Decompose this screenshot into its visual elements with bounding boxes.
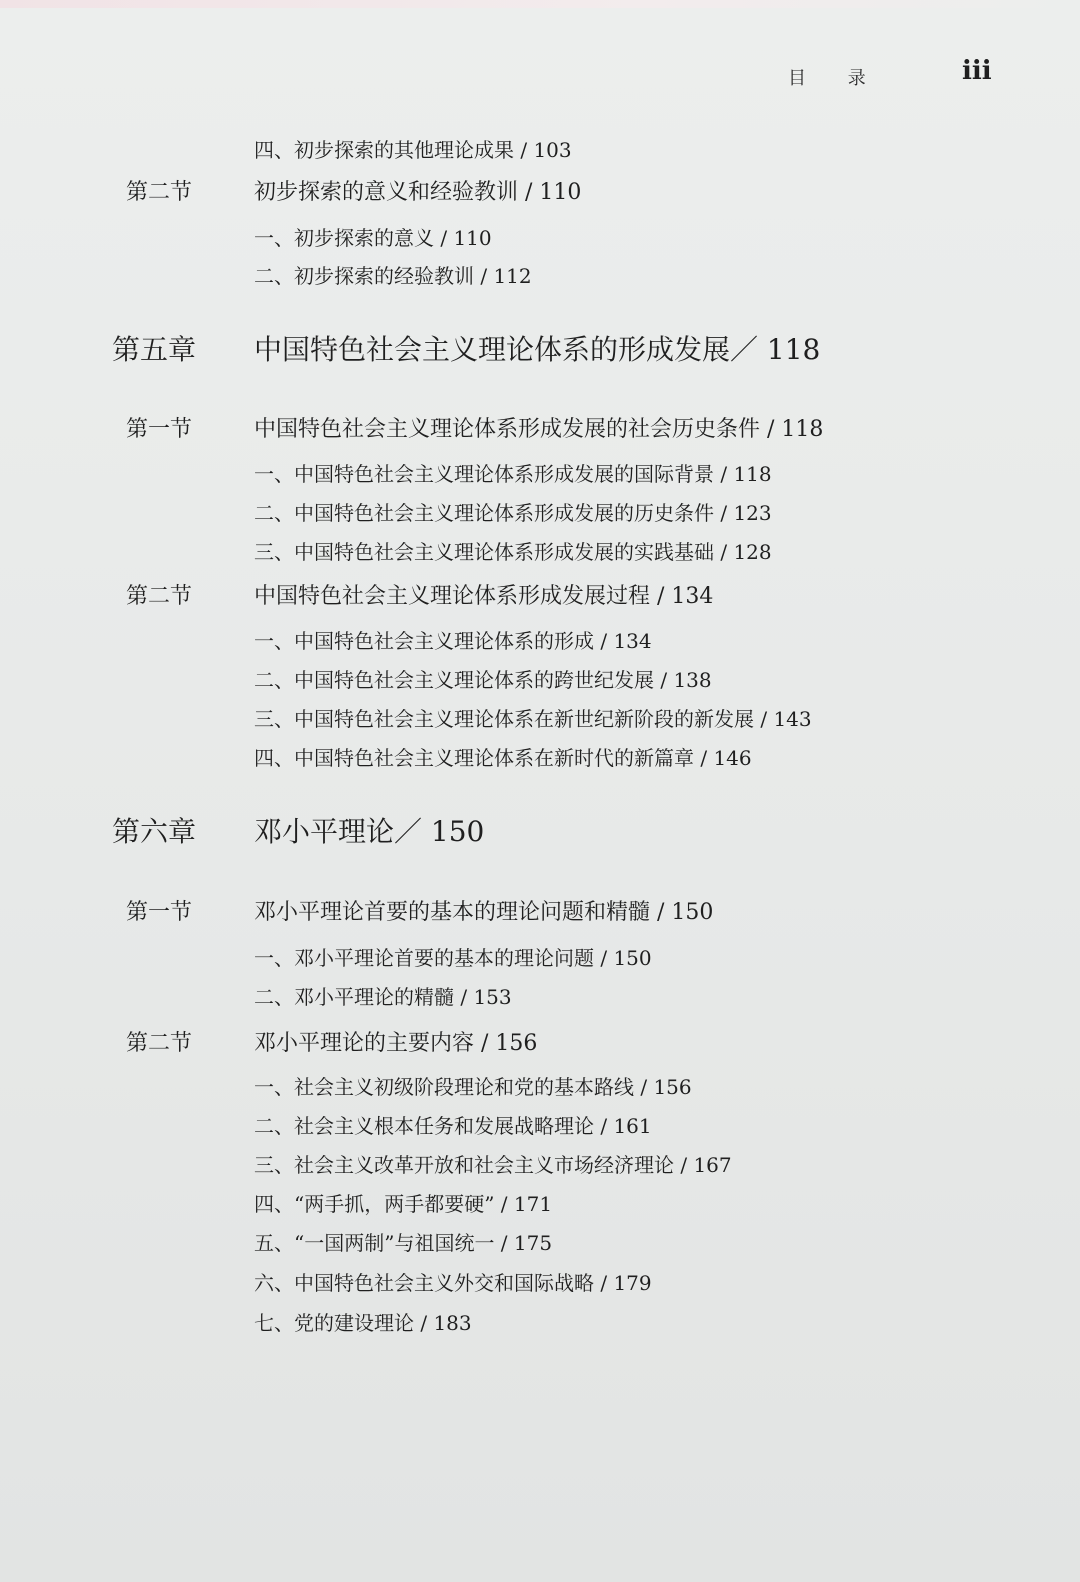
toc-item-text: 一、中国特色社会主义理论体系形成发展的国际背景 / 118 bbox=[254, 462, 772, 486]
toc-section-text: 中国特色社会主义理论体系形成发展的社会历史条件 / 118 bbox=[254, 417, 824, 442]
toc-section-text: 邓小平理论首要的基本的理论问题和精髓 / 150 bbox=[254, 900, 714, 925]
toc-item-text: 六、中国特色社会主义外交和国际战略 / 179 bbox=[254, 1271, 652, 1295]
toc-section-label: 第二节 bbox=[126, 584, 193, 609]
toc-section-label: 第二节 bbox=[126, 180, 193, 205]
toc-section-text: 初步探索的意义和经验教训 / 110 bbox=[254, 180, 582, 205]
toc-chapter-text: 中国特色社会主义理论体系的形成发展／ 118 bbox=[254, 333, 821, 366]
page-number: iii bbox=[962, 56, 992, 86]
toc-item-text: 二、中国特色社会主义理论体系的跨世纪发展 / 138 bbox=[254, 668, 712, 692]
toc-item-text: 一、社会主义初级阶段理论和党的基本路线 / 156 bbox=[254, 1075, 692, 1099]
toc-item-text: 二、邓小平理论的精髓 / 153 bbox=[254, 985, 512, 1009]
page-top-edge bbox=[0, 0, 1080, 8]
toc-item-text: 五、“一国两制”与祖国统一 / 175 bbox=[254, 1231, 553, 1255]
toc-item-text: 三、中国特色社会主义理论体系在新世纪新阶段的新发展 / 143 bbox=[254, 707, 812, 731]
toc-section-label: 第一节 bbox=[126, 900, 193, 925]
toc-item-text: 二、社会主义根本任务和发展战略理论 / 161 bbox=[254, 1114, 652, 1138]
toc-section-text: 中国特色社会主义理论体系形成发展过程 / 134 bbox=[254, 584, 714, 609]
toc-section-label: 第二节 bbox=[126, 1031, 193, 1056]
toc-chapter-text: 邓小平理论／ 150 bbox=[254, 815, 485, 848]
toc-item-text: 二、中国特色社会主义理论体系形成发展的历史条件 / 123 bbox=[254, 501, 772, 525]
toc-item-text: 一、邓小平理论首要的基本的理论问题 / 150 bbox=[254, 946, 652, 970]
toc-item-text: 四、初步探索的其他理论成果 / 103 bbox=[254, 138, 572, 162]
toc-item-text: 一、初步探索的意义 / 110 bbox=[254, 226, 492, 250]
toc-item-text: 三、社会主义改革开放和社会主义市场经济理论 / 167 bbox=[254, 1153, 732, 1177]
toc-item-text: 七、党的建设理论 / 183 bbox=[254, 1311, 472, 1335]
running-header-title: 目 录 bbox=[788, 68, 884, 89]
toc-chapter-label: 第五章 bbox=[112, 333, 197, 366]
toc-item-text: 二、初步探索的经验教训 / 112 bbox=[254, 264, 532, 288]
toc-item-text: 四、“两手抓，两手都要硬” / 171 bbox=[254, 1192, 553, 1216]
toc-section-label: 第一节 bbox=[126, 417, 193, 442]
toc-item-text: 三、中国特色社会主义理论体系形成发展的实践基础 / 128 bbox=[254, 540, 772, 564]
toc-item-text: 一、中国特色社会主义理论体系的形成 / 134 bbox=[254, 629, 652, 653]
toc-item-text: 四、中国特色社会主义理论体系在新时代的新篇章 / 146 bbox=[254, 746, 752, 770]
toc-chapter-label: 第六章 bbox=[112, 815, 197, 848]
toc-section-text: 邓小平理论的主要内容 / 156 bbox=[254, 1031, 538, 1056]
